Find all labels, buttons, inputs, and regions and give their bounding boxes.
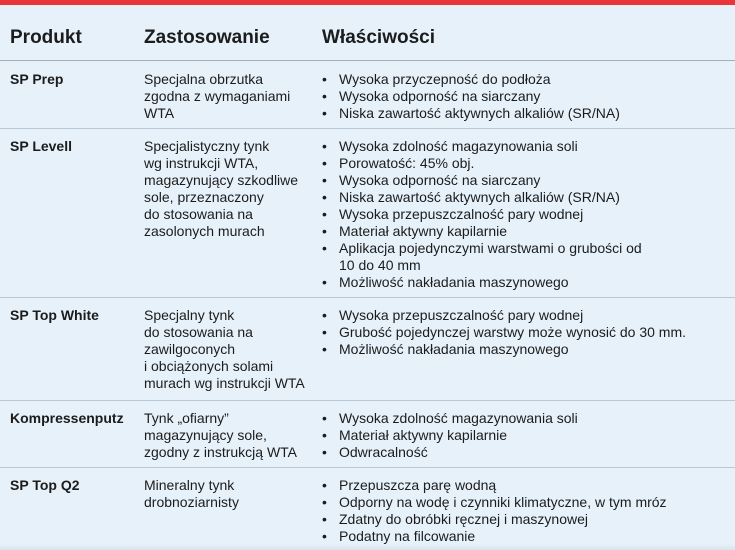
property-item: • Wysoka zdolność magazynowania soli (322, 138, 652, 155)
property-item: • Wysoka odporność na siarczany (322, 172, 652, 189)
application-line: Specjalistyczny tynk (144, 138, 270, 154)
property-item: • Niska zawartość aktywnych alkaliów (SR/NA) (322, 105, 734, 122)
property-item: • Niska zawartość aktywnych alkaliów (SR/NA) (322, 189, 652, 206)
application-line: magazynujący sole, (144, 427, 267, 443)
application-line: i obciążonych solami (144, 358, 274, 374)
property-item: • Zdatny do obróbki ręcznej i maszynowej (322, 511, 734, 528)
property-item: • Możliwość nakładania maszynowego (322, 341, 734, 358)
property-item: • Przepuszcza parę wodną (322, 477, 734, 494)
property-item: • Wysoka zdolność magazynowania soli (322, 410, 734, 427)
application-line: zgodna z wymaganiami (144, 88, 291, 104)
application-line: do stosowania na (144, 206, 253, 222)
product-application (144, 71, 319, 122)
property-item: • Odporny na wodę i czynniki klimatyczne, w tym mróz (322, 494, 734, 511)
table-header-row (0, 15, 735, 61)
property-item: • Materiał aktywny kapilarnie (322, 427, 734, 444)
property-list (322, 71, 734, 122)
table-row (0, 129, 735, 298)
product-application (144, 477, 319, 511)
application-line: magazynujący szkodliwe (144, 172, 299, 188)
product-application (144, 307, 319, 392)
application-line: zasolonych murach (144, 223, 265, 239)
product-table (0, 5, 735, 550)
property-list (322, 410, 734, 461)
table-row (0, 298, 735, 401)
application-line: Mineralny tynk (144, 477, 235, 493)
product-application (144, 138, 319, 240)
application-line: Tynk „ofiarny” (144, 410, 229, 426)
property-item: • Wysoka przepuszczalność pary wodnej (322, 206, 652, 223)
application-line: drobnoziarnisty (144, 494, 239, 510)
property-item: • Aplikacja pojedynczymi warstwami o grubości od 10 do 40 mm (322, 240, 652, 274)
property-item: • Odwracalność (322, 444, 734, 461)
application-line: murach wg instrukcji WTA (144, 375, 305, 391)
application-line: do stosowania na (144, 324, 253, 340)
product-name: SP Top White (10, 307, 99, 323)
table-row (0, 468, 735, 550)
product-name: Kompressenputz (10, 410, 124, 426)
property-item: • Materiał aktywny kapilarnie (322, 223, 652, 240)
application-line: Specjalny tynk (144, 307, 235, 323)
product-name: SP Levell (10, 138, 73, 154)
property-item: • Grubość pojedynczej warstwy może wynosić do 30 mm. (322, 324, 734, 341)
property-list (322, 477, 734, 545)
application-line: Specjalna obrzutka (144, 71, 264, 87)
property-item: • Porowatość: 45% obj. (322, 155, 652, 172)
application-line: zawilgoconych (144, 341, 236, 357)
application-line: zgodny z instrukcją WTA (144, 444, 298, 460)
property-item: • Możliwość nakładania maszynowego (322, 274, 652, 291)
property-list (322, 307, 734, 358)
application-line: WTA (144, 105, 175, 121)
header-application: Zastosowanie (144, 27, 270, 48)
property-list (322, 138, 652, 291)
application-line: wg instrukcji WTA, (144, 155, 259, 171)
product-name: SP Top Q2 (10, 477, 80, 493)
bottom-edge-shade (0, 544, 735, 550)
header-product: Produkt (10, 27, 82, 48)
property-item: • Wysoka przepuszczalność pary wodnej (322, 307, 734, 324)
application-line: sole, przeznaczony (144, 189, 264, 205)
product-name: SP Prep (10, 71, 64, 87)
header-properties: Właściwości (322, 27, 435, 48)
product-application (144, 410, 319, 461)
table-row (0, 63, 735, 129)
property-item: • Wysoka przyczepność do podłoża (322, 71, 734, 88)
property-item: • Podatny na filcowanie (322, 528, 734, 545)
table-row (0, 401, 735, 468)
property-item: • Wysoka odporność na siarczany (322, 88, 734, 105)
